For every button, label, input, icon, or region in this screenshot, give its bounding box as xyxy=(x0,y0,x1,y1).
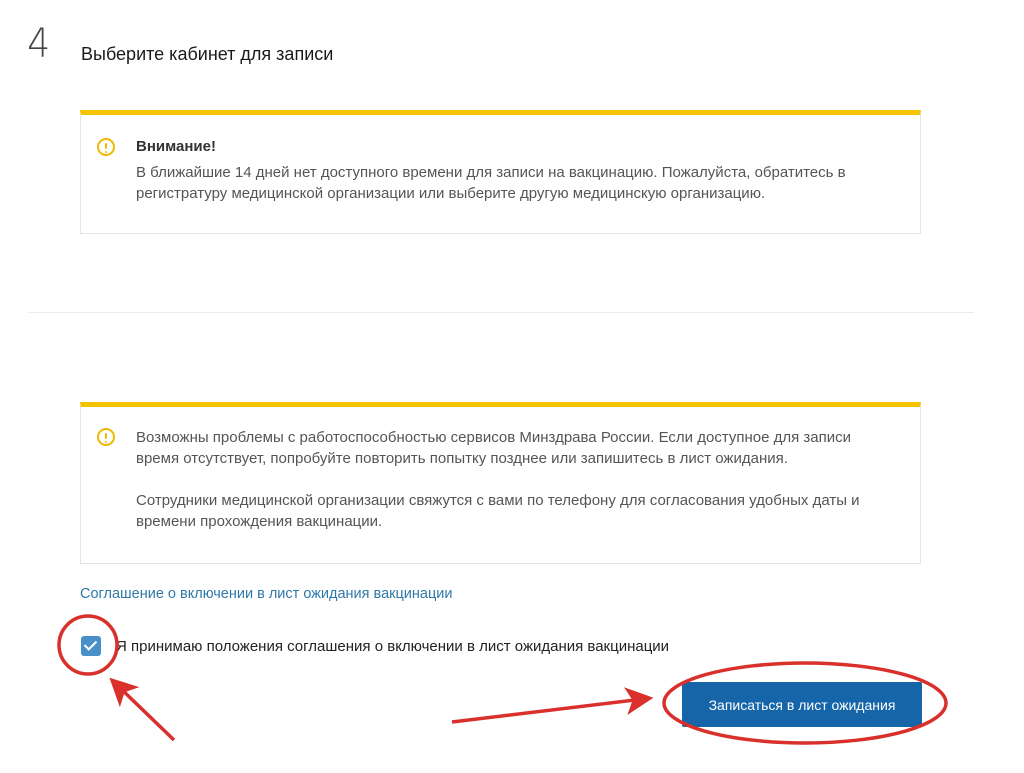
agreement-checkbox-label[interactable]: Я принимаю положения соглашения о включении в лист ожидания вакцинации xyxy=(116,638,670,655)
alert-text: В ближайшие 14 дней нет доступного времени для записи на вакцинацию. Пожалуйста, обратитесь в регистратуру медицинской организации или выберите другую медицинскую организацию. xyxy=(136,164,846,202)
alert-heading: Внимание! xyxy=(136,138,216,155)
button-arrow xyxy=(452,699,643,722)
alert-paragraph-1: Возможны проблемы с работоспособностью сервисов Минздрава России. Если доступное для записи время отсутствует, попробуйте повторить попытку позднее или запишитесь в лист ожидания. xyxy=(136,429,852,467)
alert-paragraph-2: Сотрудники медицинской организации свяжутся с вами по телефону для согласования удобных даты и времени прохождения вакцинации. xyxy=(136,492,860,530)
section-divider xyxy=(28,312,974,313)
exclamation-circle-icon xyxy=(97,138,115,156)
checkbox-arrow xyxy=(117,685,174,740)
agreement-link[interactable]: Соглашение о включении в лист ожидания вакцинации xyxy=(80,586,453,602)
exclamation-circle-icon xyxy=(97,428,115,446)
alert-content xyxy=(136,427,896,532)
service-issues-alert xyxy=(80,402,921,564)
step-title: Выберите кабинет для записи xyxy=(81,44,334,64)
step-number: 4 xyxy=(27,21,51,67)
availability-warning-alert xyxy=(80,110,921,234)
agreement-checkbox[interactable] xyxy=(81,636,101,656)
join-waitlist-button[interactable]: Записаться в лист ожидания xyxy=(682,682,922,727)
alert-content xyxy=(136,136,896,204)
